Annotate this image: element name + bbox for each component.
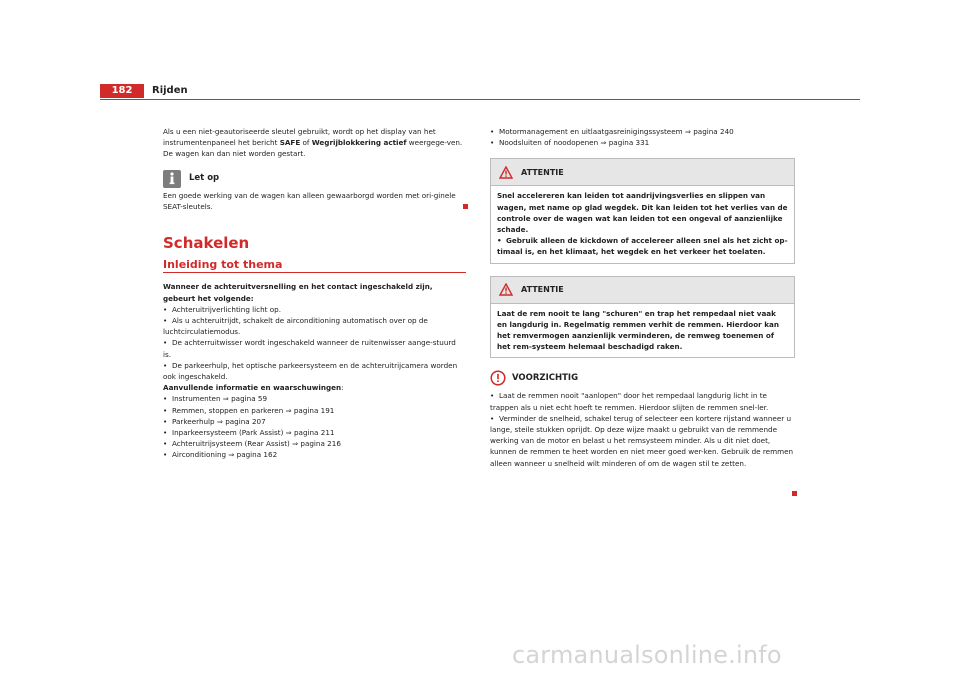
caution-header bbox=[490, 370, 795, 386]
subsection-title: Inleiding tot thema bbox=[163, 258, 283, 272]
reference-item: • Instrumenten ⇒ pagina 59 bbox=[163, 394, 268, 404]
lead-paragraph: Wanneer de achteruitversnelling en het contact ingeschakeld zijn, gebeurt het volgende: bbox=[163, 282, 433, 303]
list-item: • Achteruitrijverlichting licht op. bbox=[163, 304, 282, 314]
bullet-icon: • bbox=[490, 413, 495, 423]
end-marker bbox=[463, 204, 468, 209]
bullet-icon: • bbox=[163, 428, 168, 438]
warning-header bbox=[491, 159, 794, 186]
warning-triangle-icon bbox=[499, 166, 513, 179]
right-column bbox=[490, 126, 795, 469]
warning-header bbox=[491, 277, 794, 304]
reference-item: • Motormanagement en uitlaatgasreinigingssysteem ⇒ pagina 240 bbox=[490, 127, 734, 136]
bullet-icon: • bbox=[163, 439, 168, 449]
list-item: • Als u achteruitrijdt, schakelt de airconditioning automatisch over op de luchtcirculatiemodus. bbox=[163, 316, 428, 337]
reference-item: • Inparkeersysteem (Park Assist) ⇒ pagina 211 bbox=[163, 428, 335, 438]
bullet-icon: • bbox=[163, 416, 168, 426]
note-title: Let op bbox=[189, 173, 220, 183]
intro-paragraph: Als u een niet-geautoriseerde sleutel gebruikt, wordt op het display van het instrumentenpaneel het bericht SAFE of Wegrijblokkering actief weergege-ven. De wagen kan dan niet worden gestart. bbox=[163, 127, 463, 159]
note-text: Een goede werking van de wagen kan alleen gewaarborgd worden met ori-ginele SEAT-sleutels. bbox=[163, 190, 456, 211]
chapter-title: Rijden bbox=[152, 85, 188, 96]
reference-item: • Parkeerhulp ⇒ pagina 207 bbox=[163, 416, 266, 426]
bullet-icon: • bbox=[490, 127, 495, 136]
bullet-icon: • bbox=[163, 360, 168, 370]
bullet-icon: • bbox=[163, 450, 168, 460]
warning-triangle-icon bbox=[499, 283, 513, 296]
subsection-rule bbox=[163, 272, 466, 273]
section-title: Schakelen bbox=[163, 234, 250, 253]
bullet-icon: • bbox=[163, 405, 168, 415]
bullet-icon: • bbox=[497, 236, 502, 246]
warning-title: ATTENTIE bbox=[521, 167, 564, 177]
reference-item: • Noodsluiten of noodopenen ⇒ pagina 331 bbox=[490, 138, 650, 148]
end-marker bbox=[792, 491, 797, 496]
caution-title: VOORZICHTIG bbox=[512, 372, 579, 383]
info-icon bbox=[163, 170, 181, 188]
list-item: • Verminder de snelheid, schakel terug of selecteer een kortere rijstand wanneer u lange, steile stukken oprijdt. Op deze wijze maakt u gebruikt van de remmende werking van de motor en belast u het remsysteem minder. Als u dit niet doet, kunnen de remmen te heet worden en niet meer goed wer-ken. Gebruik de remmen alleen wanneer u snelheid wilt minderen of om de wagen stil te zetten. bbox=[490, 413, 794, 468]
extra-info-heading: Aanvullende informatie en waarschuwingen: bbox=[163, 383, 344, 393]
bullet-icon: • bbox=[163, 304, 168, 314]
watermark: carmanualsonline.info bbox=[512, 641, 782, 669]
left-column bbox=[163, 126, 466, 461]
list-item: • Laat de remmen nooit "aanlopen" door het rempedaal langdurig licht in te trappen als u niet echt hoeft te remmen. Hierdoor slijten de remmen snel-ler. bbox=[490, 391, 769, 412]
warning-title: ATTENTIE bbox=[521, 285, 564, 295]
warning-box bbox=[490, 276, 795, 359]
header-rule bbox=[100, 99, 860, 100]
list-item: • De achterruitwisser wordt ingeschakeld wanneer de ruitenwisser aange-stuurd is. bbox=[163, 338, 456, 359]
reference-item: • Remmen, stoppen en parkeren ⇒ pagina 191 bbox=[163, 405, 335, 415]
warning-body: Laat de rem nooit te lang "schuren" en trap het rempedaal niet vaak en langdurig in. Regelmatig remmen verhit de remmen. Hierdoor kan het remvermogen aanzienlijk verminderen, de remweg toenemen of het rem-systeem helemaal beschadigd raken. bbox=[497, 308, 779, 352]
list-item: • Gebruik alleen de kickdown of accelereer alleen snel als het zicht op-timaal is, en het klimaat, het wegdek en het verkeer het toelaten. bbox=[497, 236, 788, 257]
note-header bbox=[163, 170, 466, 188]
bullet-icon: • bbox=[490, 138, 495, 148]
bullet-icon: • bbox=[163, 338, 168, 348]
reference-item: • Airconditioning ⇒ pagina 162 bbox=[163, 450, 278, 460]
bullet-icon: • bbox=[163, 316, 168, 326]
reference-item: • Achteruitrijsysteem (Rear Assist) ⇒ pagina 216 bbox=[163, 439, 341, 449]
bullet-icon: • bbox=[163, 394, 168, 404]
bullet-icon: • bbox=[490, 391, 495, 401]
warning-body: Snel accelereren kan leiden tot aandrijvingsverlies en slippen van wagen, met name op glad wegdek. Dit kan leiden tot het verlies van de controle over de wagen wat kan leiden tot een ongeval of aanzienlijke schade. • Gebruik alleen de kickdown of accelereer alleen snel als het zicht op-timaal is, en het klimaat, het wegdek en het verkeer het toelaten. bbox=[497, 191, 788, 257]
list-item: • De parkeerhulp, het optische parkeersysteem en de achteruitrijcamera worden ook ingeschakeld. bbox=[163, 360, 458, 382]
caution-icon bbox=[490, 370, 506, 386]
warning-box bbox=[490, 158, 795, 263]
page-number: 182 bbox=[100, 84, 144, 98]
